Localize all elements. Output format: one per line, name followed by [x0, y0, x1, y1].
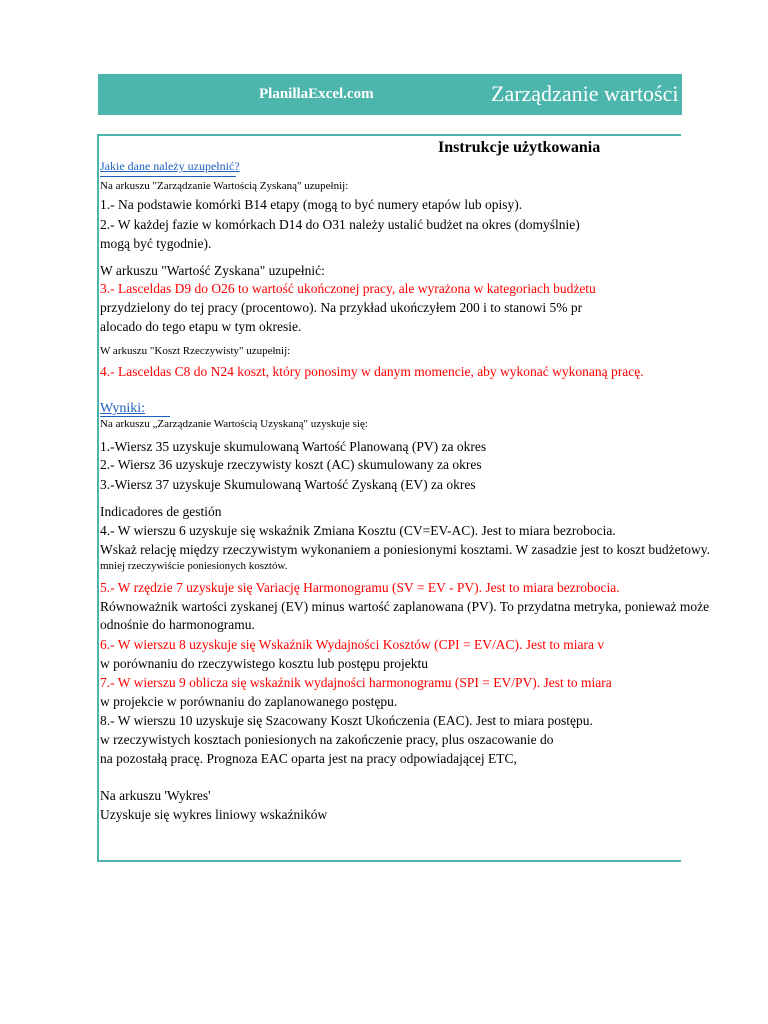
result-line-3: 3.-Wiersz 37 uzyskuje Skumulowaną Wartość Zyskaną (EV) za okres	[100, 477, 476, 492]
results-underline	[100, 416, 170, 417]
instruction-line-4: 3.- Lasceldas D9 do O26 to wartość ukończonej pracy, ale wyrażona w kategoriach budżetu	[100, 281, 596, 296]
indicators-heading: Indicadores de gestión	[100, 504, 222, 519]
indicator-line-9: 7.- W wierszu 9 oblicza się wskaźnik wydajności harmonogramu (SPI = EV/PV). Jest to miara	[100, 675, 612, 690]
ac-sheet-intro: W arkuszu "Koszt Rzeczywisty" uzupełnij:	[100, 345, 291, 357]
indicator-line-11: 8.- W wierszu 10 uzyskuje się Szacowany Koszt Ukończenia (EAC). Jest to miara postępu.	[100, 713, 593, 728]
indicator-line-1: 4.- W wierszu 6 uzyskuje się wskaźnik Zmiana Kosztu (CV=EV-AC). Jest to miara bezrobocia.	[100, 523, 616, 538]
ev-sheet-intro: W arkuszu "Wartość Zyskana" uzupełnić:	[100, 263, 325, 278]
indicator-line-7: 6.- W wierszu 8 uzyskuje się Wskaźnik Wydajności Kosztów (CPI = EV/AC). Jest to miara v	[100, 637, 605, 652]
indicator-line-3: mniej rzeczywiście poniesionych kosztów.	[100, 560, 288, 572]
indicator-line-6: odnośnie do harmonogramu.	[100, 617, 255, 632]
chart-sheet-intro: Na arkuszu 'Wykres'	[100, 788, 211, 803]
instruction-line-6: alocado do tego etapu w tym okresie.	[100, 319, 302, 334]
indicator-line-8: w porównaniu do rzeczywistego kosztu lub postępu projektu	[100, 656, 429, 671]
indicator-line-2: Wskaż relację między rzeczywistym wykonaniem a poniesionymi kosztami. W zasadzie jest to koszt budżetowy.	[100, 542, 711, 557]
chart-description: Uzyskuje się wykres liniowy wskaźników	[100, 807, 328, 822]
brand-name[interactable]: PlanillaExcel.com	[259, 86, 374, 102]
results-intro: Na arkuszu „Zarządzanie Wartością Uzyskaną" uzyskuje się:	[100, 418, 368, 430]
instruction-line-7: 4.- Lasceldas C8 do N24 koszt, który ponosimy w danym momencie, aby wykonać wykonaną pracę.	[100, 364, 644, 379]
header-banner	[98, 74, 682, 115]
indicator-line-4: 5.- W rzędzie 7 uzyskuje się Variację Harmonogramu (SV = EV - PV). Jest to miara bezrobocia.	[100, 580, 620, 595]
result-line-2: 2.- Wiersz 36 uzyskuje rzeczywisty koszt (AC) skumulowany za okres	[100, 457, 482, 472]
page-title: Instrukcje użytkowania	[438, 139, 601, 156]
indicator-line-12: w rzeczywistych kosztach poniesionych na zakończenie pracy, plus oszacowanie do	[100, 732, 554, 747]
indicator-line-13: na pozostałą pracę. Prognoza EAC oparta jest na pracy odpowiadającej ETC,	[100, 751, 517, 766]
input-data-link[interactable]: Jakie dane należy uzupełnić?	[100, 159, 240, 173]
results-link[interactable]: Wyniki:	[100, 401, 146, 416]
instruction-line-5: przydzielony do tej pracy (procentowo). Na przykład ukończyłem 200 i to stanowi 5% pr	[100, 300, 583, 315]
instruction-line-1: 1.- Na podstawie komórki B14 etapy (mogą to być numery etapów lub opisy).	[100, 197, 523, 212]
indicator-line-10: w projekcie w porównaniu do zaplanowanego postępu.	[100, 694, 398, 709]
indicator-line-5: Równoważnik wartości zyskanej (EV) minus wartość zaplanowana (PV). To przydatna metryka, ponieważ może	[100, 599, 710, 614]
banner-title: Zarządzanie wartości	[491, 81, 679, 106]
instruction-line-3: mogą być tygodnie).	[100, 236, 212, 251]
instruction-line-2: 2.- W każdej fazie w komórkach D14 do O31 należy ustalić budżet na okres (domyślnie)	[100, 217, 580, 232]
result-line-1: 1.-Wiersz 35 uzyskuje skumulowaną Wartość Planowaną (PV) za okres	[100, 439, 487, 454]
link-underline	[100, 176, 236, 177]
input-intro: Na arkuszu "Zarządzanie Wartością Zyskaną" uzupełnij:	[100, 180, 349, 192]
